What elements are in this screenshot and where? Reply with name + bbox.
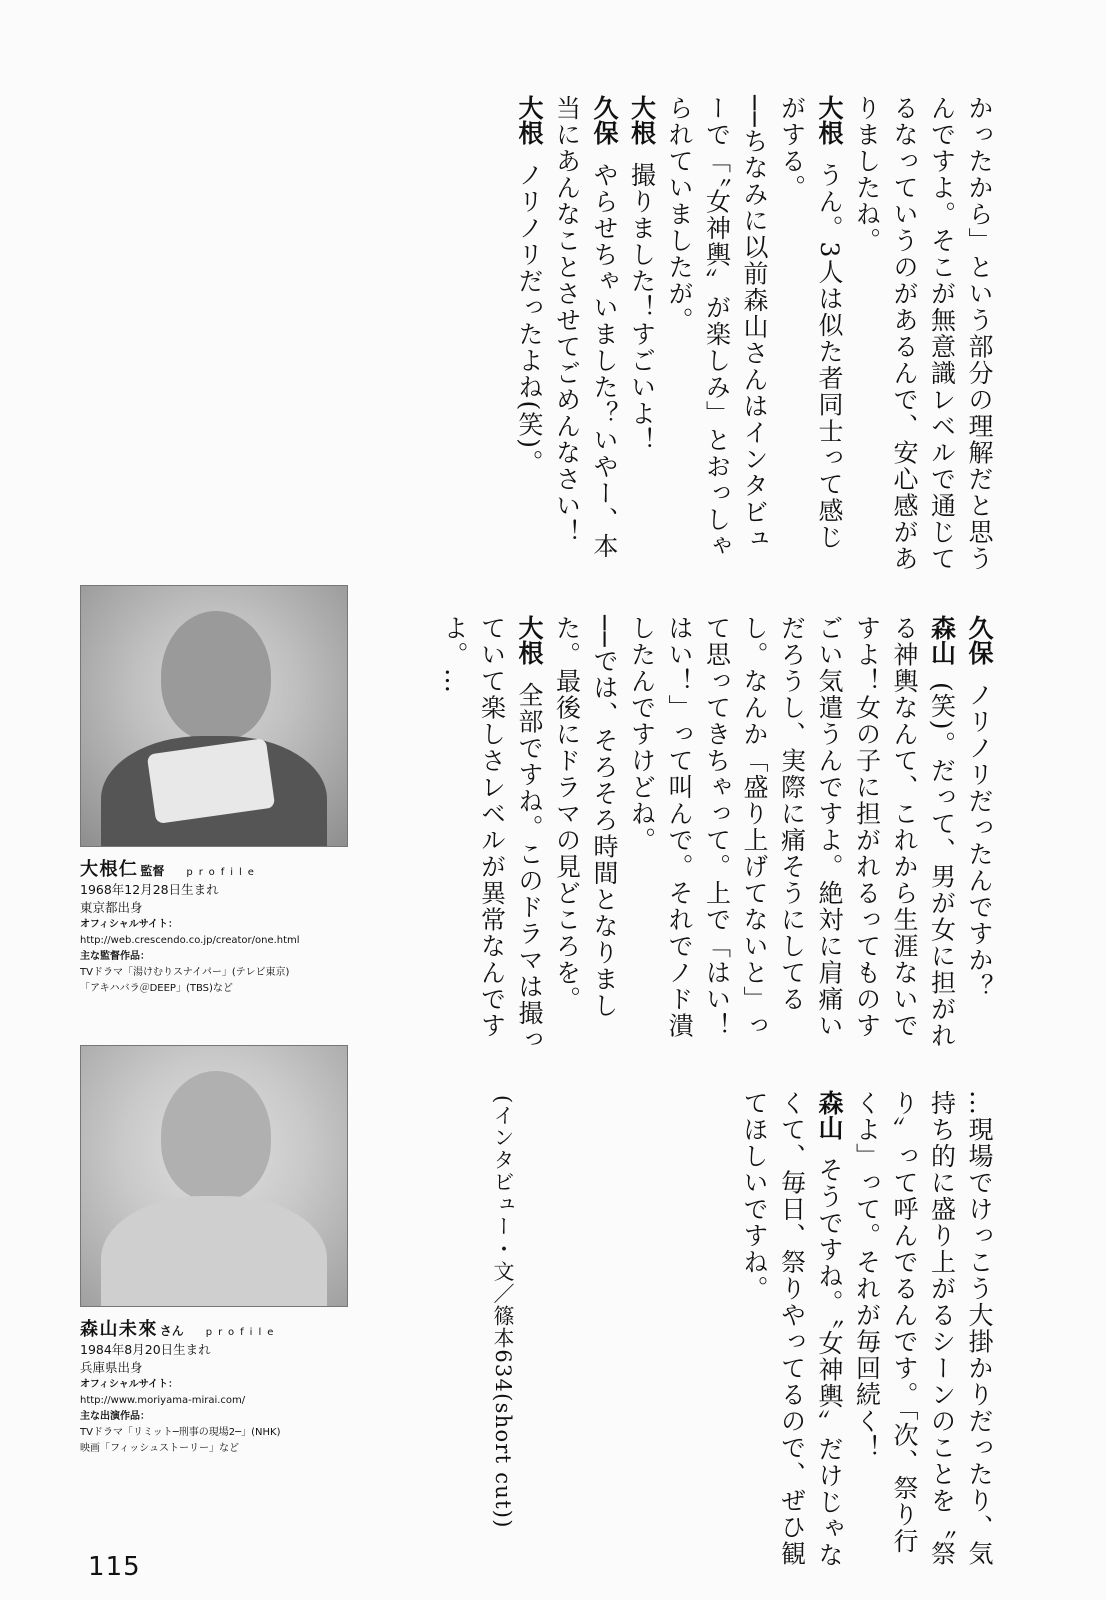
interview-paragraph bbox=[548, 95, 623, 575]
speaker-name: 久保 bbox=[965, 615, 994, 665]
profile-label: profile bbox=[186, 867, 260, 878]
speaker-name: 大根 bbox=[515, 615, 544, 665]
profile-works-label: 主な監督作品： bbox=[80, 951, 150, 963]
interview-paragraph bbox=[961, 615, 999, 1055]
interview-text: ノリノリだったよね(笑)。 bbox=[515, 161, 544, 476]
profile-card-actor bbox=[80, 1045, 350, 1457]
profile-photo bbox=[80, 585, 348, 847]
interview-paragraph bbox=[848, 1090, 998, 1570]
interview-text: ──ちなみに以前森山さんはインタビューで「〝女神輿〟が楽しみ」とおっしゃられていましたが。 bbox=[665, 95, 769, 560]
page-number: 115 bbox=[88, 1552, 141, 1582]
profile-birth: 1984年8月20日生まれ bbox=[80, 1342, 211, 1357]
interview-text: やらせちゃいました？いやー、本当にあんなことさせてごめんなさい！ bbox=[552, 95, 619, 560]
profile-works-label: 主な出演作品： bbox=[80, 1411, 150, 1423]
profile-works-line: 映画「フィッシュストーリー」など bbox=[80, 1443, 239, 1455]
interview-paragraph bbox=[623, 615, 961, 1055]
interview-paragraph bbox=[511, 95, 549, 575]
interview-text: そうですね。〝女神輿〟だけじゃなくて、毎日、祭りやってるので、ぜひ観てほしいですね。 bbox=[740, 1090, 844, 1569]
profile-site-url: http://www.moriyama-mirai.com/ bbox=[80, 1395, 246, 1407]
interview-text: ──では、そろそろ時間となりました。最後にドラマの見どころを。 bbox=[552, 615, 619, 1020]
interview-text: かったから」という部分の理解だと思うんですよ。そこが無意識レベルで通じてるなっていうのがあるんで、安心感がありましたね。 bbox=[852, 95, 994, 572]
interview-text: (笑)。だって、男が女に担がれる神輿なんて、これから生涯ないですよ！女の子に担がれるってものすごい気遣うんですよ。絶対に肩痛いだろうし、実際に痛そうにしてるし。なんか「盛り上げてないと」って思ってきちゃって。上で「はい！はい！」って叫んで。それでノド潰したんですけどね。 bbox=[627, 615, 957, 1049]
profile-birth: 1968年12月28日生まれ bbox=[80, 882, 219, 897]
interview-paragraph bbox=[548, 615, 623, 1055]
interview-paragraph bbox=[736, 1090, 849, 1570]
interview-paragraph bbox=[623, 95, 661, 575]
interview-text: …現場でけっこう大掛かりだったり、気持ち的に盛り上がるシーンのことを〝祭り〟って呼んでるんです。「次、祭り行くよ」って。それが毎回続く！ bbox=[852, 1090, 994, 1567]
speaker-name: 大根 bbox=[815, 95, 844, 145]
profile-title: さん bbox=[159, 1324, 184, 1338]
interview-text: ノリノリだったんですか？ bbox=[965, 681, 994, 1000]
profile-photo bbox=[80, 1045, 348, 1307]
profile-name: 森山未來 bbox=[80, 1319, 158, 1340]
profile-hometown: 東京都出身 bbox=[80, 900, 143, 916]
profile-name-row bbox=[80, 855, 350, 881]
photo-head-shape bbox=[161, 1071, 271, 1201]
speaker-name: 久保 bbox=[590, 95, 619, 145]
interview-paragraph bbox=[773, 95, 848, 575]
interview-credit: (インタビュー・文／篠本634(short cut)) bbox=[491, 1095, 515, 1529]
profile-card-director bbox=[80, 585, 350, 997]
speaker-name: 大根 bbox=[515, 95, 544, 145]
profile-works-line: TVドラマ「湯けむりスナイパー」(テレビ東京) bbox=[80, 967, 290, 979]
interview-column-middle bbox=[436, 615, 999, 1055]
profile-works-line: TVドラマ「リミット─刑事の現場2─」(NHK) bbox=[80, 1427, 281, 1439]
interview-paragraph bbox=[436, 615, 549, 1055]
profile-title: 監督 bbox=[140, 864, 165, 878]
speaker-name: 森山 bbox=[815, 1090, 844, 1140]
profile-name: 大根仁 bbox=[80, 859, 139, 880]
profile-site-label: オフィシャルサイト： bbox=[80, 919, 178, 931]
interview-paragraph bbox=[661, 95, 774, 575]
photo-head-shape bbox=[161, 611, 271, 741]
interview-column-lower bbox=[736, 1090, 999, 1570]
interview-column-upper bbox=[511, 95, 999, 575]
profile-hometown: 兵庫県出身 bbox=[80, 1360, 143, 1376]
interview-text: 全部ですね。このドラマは撮っていて楽しさレベルが異常なんですよ。… bbox=[440, 615, 544, 1053]
profile-works-line: 「アキハバラ＠DEEP」(TBS)など bbox=[80, 983, 233, 995]
profile-site-label: オフィシャルサイト： bbox=[80, 1379, 178, 1391]
photo-body-shape bbox=[101, 1196, 327, 1307]
interview-text: うん。3人は似た者同士って感じがする。 bbox=[777, 95, 844, 551]
profile-label: profile bbox=[205, 1327, 280, 1338]
interview-text: 撮りました！すごいよ！ bbox=[627, 161, 657, 454]
profile-site-url: http://web.crescendo.co.jp/creator/one.html bbox=[80, 935, 300, 947]
speaker-name: 大根 bbox=[627, 95, 657, 145]
interview-paragraph bbox=[848, 95, 998, 575]
profile-name-row bbox=[80, 1315, 350, 1341]
speaker-name: 森山 bbox=[927, 615, 957, 665]
